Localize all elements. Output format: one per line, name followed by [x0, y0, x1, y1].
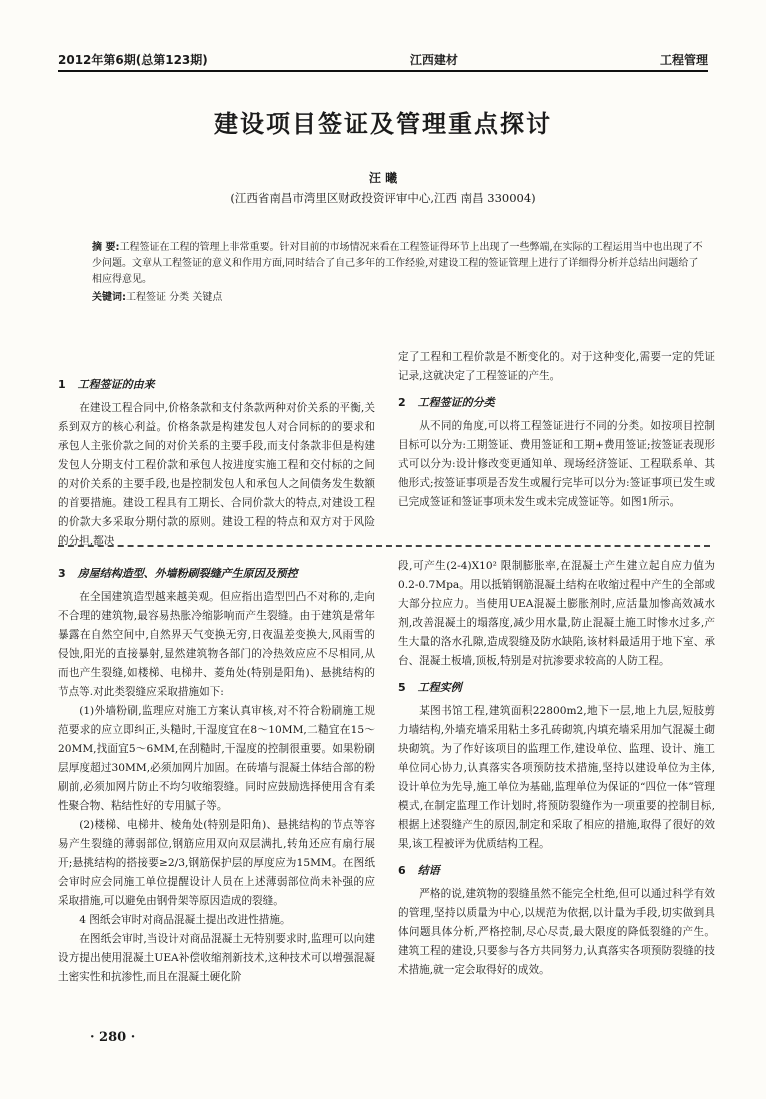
section-title: 工程实例 — [417, 681, 462, 694]
section-number: 1 — [58, 378, 66, 391]
paragraph: 从不同的角度,可以将工程签证进行不同的分类。如按项目控制目标可以分为:工期签证、费用签证和工期+费用签证;按签证表现形式可以分为:设计修改变更通知单、现场经济签证、工程联系单、其他形式;按签证事项是否发生或履行完毕可以分为:签证事项已发生或已完成签证和签证事项未发生或未完成签证等。如图1所示。 — [398, 420, 715, 508]
paragraph: (1)外墙粉刷,监理应对施工方案认真审核,对不符合粉刷施工规范要求的应立即纠正,头糙时,干湿度宜在8～10MM,二糙宜在15～20MM,找面宜5～6MM,在刮糙时,干湿度的控制很重要。如果粉刷层厚度超过30MM,必须加网片加固。在砖墙与混凝土体结合部的粉刷前,必须加网片防止不均匀收缩裂缝。同时应鼓励选择使用含有柔性聚合物、粘结性好的专用腻子等。 — [58, 705, 375, 812]
subsection-heading-4: 4 图纸会审时对商品混凝土提出改进性措施。 — [79, 914, 291, 926]
paragraph: 在建设工程合同中,价格条款和支付条款两种对价关系的平衡,关系到双方的核心利益。价格条款是构建发包人对合同标的的要求和承包人主张价款之间的对价关系的主要手段,而支付条款非但是构建发包人分期支付工程价款和承包人按进度实施工程和交付标的之间的对价关系的主要手段,也是控制发包人和承包人之间债务发生数额的首要措施。建设工程具有工期长、合同价款大的特点,对建设工程的价款大多采取分期付款的原则。建设工程的特点和双方对于风险的分担,都决 — [58, 402, 375, 547]
header-issue: 2012年第6期(总第123期) — [58, 53, 208, 67]
running-header — [58, 48, 708, 72]
abstract-block — [92, 240, 708, 306]
header-section: 工程管理 — [659, 53, 708, 67]
section-number: 2 — [398, 396, 406, 409]
section-number: 5 — [398, 681, 406, 694]
section-title: 工程签证的由来 — [77, 378, 155, 391]
paragraph: (2)楼梯、电梯井、棱角处(特别是阳角)、悬挑结构的节点等容易产生裂缝的薄弱部位,钢筋应用双向双层满扎,转角还应有扇行展开;悬挑结构的搭接要≥2/3,钢筋保护层的厚度应为15MM。在图纸会审时应会同施工单位提醒设计人员在上述薄弱部位尚未补强的应采取措施,可以避免由钢骨架等原因造成的裂缝。 — [58, 819, 375, 907]
page-number: · 280 · — [90, 1030, 136, 1045]
section-title: 结语 — [417, 864, 440, 877]
section-divider — [58, 545, 710, 547]
abstract-text: 工程签证在工程的管理上非常重要。针对目前的市场情况来看在工程签证得环节上出现了一些弊端,在实际的工程运用当中也出现了不少问题。文章从工程签证的意义和作用方面,同时结合了自己多年的工作经验,对建设工程的签证管理上进行了详细得分析并总结出问题给了相应得意见。 — [92, 242, 703, 285]
column-bottom-left — [58, 557, 375, 987]
author-affiliation: (江西省南昌市湾里区财政投资评审中心,江西 南昌 330004) — [230, 191, 536, 205]
author-name: 汪 曦 — [368, 171, 398, 185]
abstract-label: 摘 要: — [92, 242, 120, 253]
section-title: 工程签证的分类 — [417, 396, 495, 409]
paragraph: 段,可产生(2-4)X10² 限制膨胀率,在混凝土产生建立起自应力值为0.2-0.7Mpa。用以抵销钢筋混凝土结构在收缩过程中产生的全部或大部分拉应力。当使用UEA混凝土膨胀剂时,应活量加惨高效减水剂,改善混凝土的塌落度,减少用水量,防止混凝土施工时惨水过多,产生大量的洛水孔隙,造成裂缝及防水缺陷,该材料最适用于地下室、承台、混凝土板墙,顶板,特别是对抗渗要求较高的人防工程。 — [398, 560, 715, 667]
abstract-row — [92, 240, 708, 288]
section-title: 房屋结构造型、外墙粉刷裂缝产生原因及预控 — [77, 567, 298, 580]
keywords-text: 工程签证 分类 关键点 — [126, 292, 223, 303]
section-heading-3 — [58, 564, 375, 583]
paragraph: 严格的说,建筑物的裂缝虽然不能完全杜绝,但可以通过科学有效的管理,坚持以质量为中心,以规范为依据,以计量为手段,切实做到具体问题具体分析,严格控制,尽心尽责,最大限度的降低裂缝的产生。建筑工程的建设,只要参与各方共同努力,认真落实各项预防裂缝的技术措施,就一定会取得好的成效。 — [398, 888, 715, 976]
paragraph: 在全国建筑造型越来越美观。但应指出造型凹凸不对称的,走向不合理的建筑物,最容易热胀冷缩影响而产生裂缝。由于建筑是常年暴露在自然空间中,自然界天气变换无穷,日夜温差变换大,风雨雪的侵蚀,阳光的直接暴射,显然建筑物各部门的冷热效应应不尽相同,从而也产生裂缝,如楼梯、电梯井、菱角处(特别是阳角)、悬挑结构的节点等.对此类裂缝应采取措施如下: — [58, 591, 375, 698]
column-bottom-right — [398, 557, 715, 980]
paragraph: 某图书馆工程,建筑面积22800m2,地下一层,地上九层,短肢剪力墙结构,外墙充墙采用粘土多孔砖砌筑,内填充墙采用加气混凝土砌块砌筑。为了作好该项目的监理工作,建设单位、监理、设计、施工单位同心协力,认真落实各项预防技术措施,坚持以建设单位为主体,设计单位为先导,施工单位为基础,监理单位为保证的“四位一体”管理模式,在制定监理工作计划时,将预防裂缝作为一项重要的控制目标,根据上述裂缝产生的原因,制定和采取了相应的措施,取得了很好的效果,该工程被评为优质结构工程。 — [398, 705, 715, 850]
column-top-left — [58, 368, 375, 551]
section-number: 6 — [398, 864, 406, 877]
header-journal: 江西建材 — [409, 53, 458, 67]
paper-title: 建设项目签证及管理重点探讨 — [214, 110, 552, 138]
paragraph: 定了工程和工程价款是不断变化的。对于这种变化,需要一定的凭证记录,这就决定了工程签证的产生。 — [398, 351, 715, 382]
column-top-right — [398, 348, 715, 512]
section-heading-2 — [398, 393, 715, 412]
section-heading-6 — [398, 861, 715, 880]
section-heading-1 — [58, 375, 375, 394]
keywords-row — [92, 290, 708, 306]
paragraph: 在图纸会审时,当设计对商品混凝土无特别要求时,监理可以向建设方提出使用混凝土UEA补偿收缩剂新技术,这种技术可以增强混凝土密实性和抗渗性,而且在混凝土硬化阶 — [58, 933, 375, 983]
section-heading-5 — [398, 678, 715, 697]
keywords-label: 关键词: — [92, 292, 126, 303]
section-number: 3 — [58, 567, 66, 580]
